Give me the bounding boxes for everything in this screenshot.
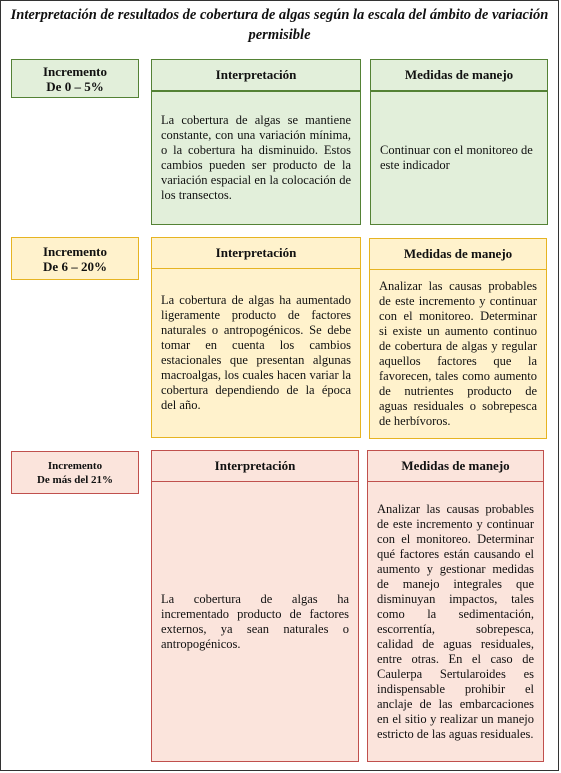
interpretation-header: Interpretación [151, 450, 359, 482]
increment-label-0-5 [11, 59, 139, 98]
management-text-box [369, 269, 547, 439]
increment-range: De más del 21% [36, 473, 114, 486]
management-text-box [370, 91, 548, 225]
increment-label-6-20 [11, 237, 139, 280]
interpretation-text: La cobertura de algas se mantiene constante, con una variación mínima, o la cobertura ha disminuido. Estos cambios pueden ser producto de la variación espacial en la colocación de los transectos. [161, 113, 351, 202]
figure-title: Interpretación de resultados de cobertura de algas según la escala del ámbito de variación permisible [10, 7, 549, 43]
interpretation-text-box [151, 268, 361, 438]
interpretation-header: Interpretación [151, 237, 361, 269]
interpretation-text-box [151, 91, 361, 225]
increment-range: De 6 – 20% [43, 258, 107, 274]
increment-label-line1: Incremento [47, 459, 103, 472]
interpretation-text: La cobertura de algas ha aumentado ligeramente producto de factores naturales o antropogénicos. Se debe tomar en cuenta los cambios estacionales que presentan algunas macroalgas, los cuales hacen variar la cobertura dependiendo de la época del año. [161, 293, 351, 412]
interpretation-header: Interpretación [151, 59, 361, 91]
management-text: Analizar las causas probables de este incremento y continuar con el monitoreo. Determinar si existe un aumento continuo de cobertura de algas y regular aquellos factores que la favorecen, tales como aumento de nutrientes producto de aguas residuales o sobrepesca de herbívoros. [379, 279, 537, 428]
management-header: Medidas de manejo [370, 59, 548, 91]
management-text: Continuar con el monitoreo de este indicador [380, 143, 533, 172]
increment-range: De 0 – 5% [46, 78, 104, 94]
management-text: Analizar las causas probables de este incremento y continuar con el monitoreo. Determinar qué factores están causando el aumento y gestionar medidas de manejo integrales que disminuyan impactos, tales como la sedimentación, escorrentía, sobrepesca, calidad de aguas residuales, entre otras. En el caso de Caulerpa Sertularoides es indispensable prohibir el anclaje de las embarcaciones en el sitio y realizar un manejo estricto de las aguas residuales. [377, 501, 534, 741]
increment-label-21-plus [11, 451, 139, 494]
management-header: Medidas de manejo [369, 238, 547, 270]
increment-label-line1: Incremento [42, 63, 108, 79]
management-text-box [367, 481, 544, 762]
management-header: Medidas de manejo [367, 450, 544, 482]
increment-label-line1: Incremento [42, 243, 108, 259]
interpretation-text-box [151, 481, 359, 762]
interpretation-text: La cobertura de algas ha incrementado producto de factores externos, ya sean naturales o antropogénicos. [161, 591, 349, 651]
